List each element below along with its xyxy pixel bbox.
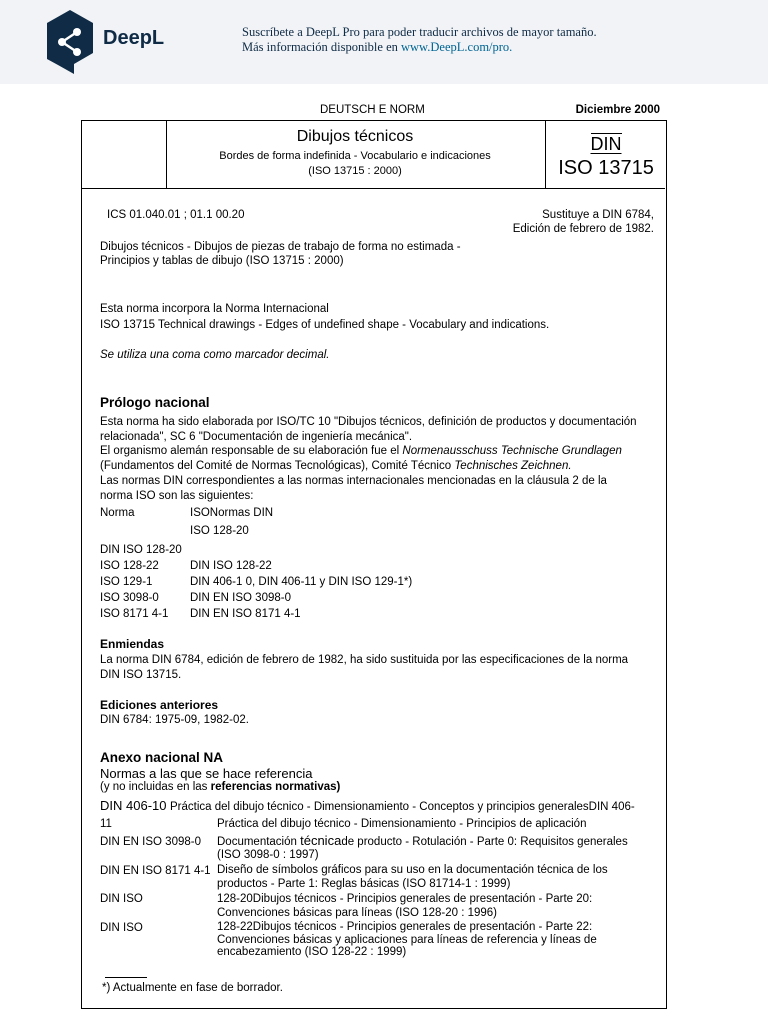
anexo-sub-2a: (y no incluidas en las (100, 781, 211, 793)
promo-line-1: Suscríbete a DeepL Pro para poder traducir archivos de mayor tamaño. (242, 25, 597, 39)
table-row: DIN EN ISO 3098-0 (190, 592, 291, 604)
anexo-ref-4-line-2: productos - Parte 1: Reglas básicas (ISO 81714-1 : 1999) (217, 877, 511, 890)
enmiendas-heading: Enmiendas (100, 637, 165, 651)
enmiendas-text (100, 653, 628, 682)
anexo-ref-6-line-2: Convenciones básicas y aplicaciones para líneas de referencia y líneas de (217, 933, 597, 946)
promo-link[interactable]: www.DeepL.com/pro. (401, 40, 513, 54)
deepl-banner (0, 0, 768, 84)
anexo-ref-1-desc: Práctica del dibujo técnico - Dimensionamiento - Conceptos y principios generalesDIN 406- (170, 801, 635, 813)
norms-col-1: Norma (100, 507, 135, 519)
prologo-line-4b: Technisches Zeichnen. (454, 460, 572, 473)
incorp-line-2: ISO 13715 Technical drawings - Edges of undefined shape - Vocabulary and indications. (100, 319, 550, 331)
table-row: DIN ISO 128-22 (190, 560, 272, 572)
anexo-ref-3-part-a: Documentación (217, 836, 301, 848)
norms-row-0: ISO 128-20 (190, 525, 249, 537)
replaces-note (513, 208, 654, 236)
promo-text (242, 25, 597, 55)
anexo-ref-2-desc: Práctica del dibujo técnico - Dimensionamiento - Principios de aplicación (217, 818, 587, 830)
prologo-line-3b: Normenausschuss Technische Grundlagen (402, 445, 622, 458)
prologo-line-1: Esta norma ha sido elaborada por ISO/TC 10 "Dibujos técnicos, definición de productos y documentación (100, 416, 637, 428)
anexo-ref-3-line-1 (217, 834, 628, 849)
anexo-ref-3-code: DIN EN ISO 3098-0 (100, 836, 201, 848)
anexo-sub-2 (100, 780, 340, 794)
anexo-ref-5-line-2: Convenciones básicas para líneas (ISO 128-20 : 1996) (217, 907, 497, 919)
prologo-heading: Prólogo nacional (100, 395, 210, 410)
ics-code: ICS 01.040.01 ; 01.1 00.20 (107, 209, 245, 221)
title-block-empty-cell (82, 121, 167, 188)
table-row: ISO 128-22 (100, 560, 159, 572)
anexo-ref-5-code: DIN ISO (100, 893, 143, 905)
deepl-brand[interactable]: DeepL (103, 27, 165, 49)
prologo-line-6: norma ISO son las siguientes: (100, 489, 254, 502)
norms-col-2: ISONormas DIN (190, 507, 274, 519)
prologo-line-4 (100, 459, 637, 474)
anexo-ref-4-line-1: Diseño de símbolos gráficos para su uso en la documentación técnica de los (217, 864, 608, 876)
promo-line-2 (242, 40, 597, 55)
promo-prefix: Más información disponible en (242, 40, 401, 54)
doc-subtitle-2: (ISO 13715 : 2000) (308, 165, 402, 177)
table-row: ISO 3098-0 (100, 592, 159, 604)
norms-col-b (190, 558, 412, 622)
anexo-ref-3-desc (217, 834, 628, 862)
enmiendas-line-1: La norma DIN 6784, edición de febrero de 1982, ha sido sustituida por las especificaciones de la norma (100, 654, 629, 666)
table-row: ISO 129-1 (100, 576, 153, 588)
anexo-ref-4-code: DIN EN ISO 8171 4-1 (100, 865, 211, 877)
iso-number: ISO 13715 (558, 157, 654, 179)
din-label: DIN (590, 134, 622, 154)
anexo-ref-5-desc (217, 892, 592, 920)
title-block (82, 121, 665, 189)
title-block-right (545, 121, 666, 188)
decimal-note: Se utiliza una coma como marcador decimal. (100, 349, 330, 361)
anexo-ref-6-desc (217, 921, 597, 959)
anexo-ref-4-desc (217, 864, 608, 891)
prologo-line-5: Las normas DIN correspondientes a las normas internacionales mencionadas en la cláusula 2 de la (100, 474, 607, 487)
intro-line-1: Dibujos técnicos - Dibujos de piezas de trabajo de forma no estimada - (100, 241, 461, 253)
enmiendas-line-2: DIN ISO 13715. (100, 668, 182, 681)
anexo-ref-3-part-b: técnica (300, 833, 342, 848)
ediciones-heading: Ediciones anteriores (100, 698, 219, 712)
header-date: Diciembre 2000 (575, 104, 660, 116)
prologo-line-3 (100, 444, 637, 459)
anexo-ref-6-line-1: 128-22Dibujos técnicos - Principios generales de presentación - Parte 22: (217, 921, 593, 933)
replaces-line-1: Sustituye a DIN 6784, (542, 209, 654, 221)
title-block-center (166, 121, 544, 188)
prologo-line-2: relacionada", SC 6 "Documentación de ingeniería mecánica". (100, 430, 413, 443)
header-left: DEUTSCH E NORM (320, 104, 425, 116)
anexo-ref-6-line-3: encabezamiento (ISO 128-22 : 1999) (217, 946, 407, 958)
table-row: DIN ISO 128-20 (100, 544, 182, 556)
incorporation-block (100, 301, 549, 333)
intro-block (100, 240, 461, 268)
deepl-logo-icon (46, 10, 94, 74)
anexo-ref-6-code: DIN ISO (100, 922, 143, 934)
incorp-line-1: Esta norma incorpora la Norma Internacional (100, 303, 329, 315)
anexo-ref-2-code: 11 (100, 818, 112, 830)
table-row: ISO 8171 4-1 (100, 608, 169, 620)
norms-col-a (100, 542, 182, 622)
doc-subtitle-1: Bordes de forma indefinida - Vocabulario e indicaciones (219, 150, 491, 162)
prologo-line-4a: (Fundamentos del Comité de Normas Tecnológicas), Comité Técnico (100, 460, 455, 473)
anexo-ref-3-part-c: de producto - Rotulación - Parte 0: Requisitos generales (341, 836, 628, 848)
anexo-sub-1: Normas a las que se hace referencia (100, 766, 313, 781)
intro-line-2: Principios y tablas de dibujo (ISO 13715 : 2000) (100, 255, 344, 267)
anexo-ref-3-line-2: (ISO 3098-0 : 1997) (217, 849, 319, 861)
prologo-text (100, 415, 637, 503)
replaces-line-2: Edición de febrero de 1982. (512, 223, 654, 235)
footnote: *) Actualmente en fase de borrador. (102, 982, 283, 994)
doc-title: Dibujos técnicos (296, 128, 414, 145)
table-row: DIN 406-1 0, DIN 406-11 y DIN ISO 129-1*) (190, 576, 413, 588)
anexo-heading: Anexo nacional NA (100, 750, 224, 765)
footnote-rule (105, 977, 147, 978)
prologo-line-3a: El organismo alemán responsable de su elaboración fue el (100, 445, 403, 458)
anexo-ref-5-line-1: 128-20Dibujos técnicos - Principios generales de presentación - Parte 20: (217, 893, 593, 905)
table-row: DIN EN ISO 8171 4-1 (190, 608, 301, 620)
anexo-ref-1-code: DIN 406-10 (100, 798, 167, 813)
anexo-sub-2b: referencias normativas) (210, 781, 341, 793)
doc-subtitle (166, 149, 544, 179)
ediciones-text: DIN 6784: 1975-09, 1982-02. (100, 714, 249, 726)
